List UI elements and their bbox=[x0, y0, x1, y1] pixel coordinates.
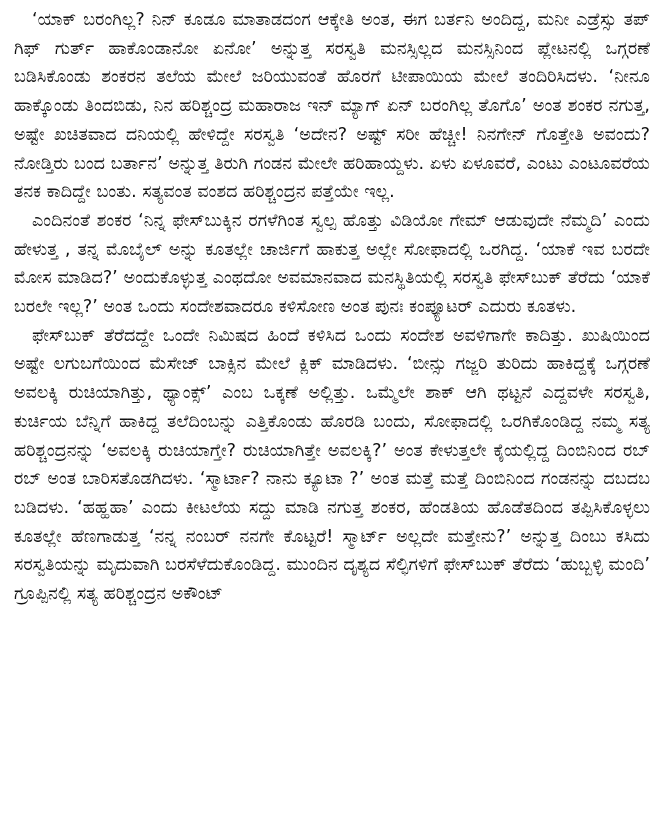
paragraph-1: ‘ಯಾಕ್ ಬರಂಗಿಲ್ಲ? ನಿನ್ ಕೂಡೂ ಮಾತಾಡದಂಗ ಆಕ್ಕೇತಿ ಅಂತ, ಈಗ ಬರ್ತನಿ ಅಂದಿದ್ದ, ಮನೀ ಎಡ್ರೆಸ್ಸು ತಪ್ ಗಿಫ್ ಗುರ್ತ್ ಹಾಕೊಂಡಾನೋ ಏನೋ’ ಅನ್ನುತ್ತ ಸರಸ್ವತಿ ಮನಸ್ಸಿಲ್ಲದ ಮನಸ್ಸಿನಿಂದ ಪ್ಲೇಟನಲ್ಲಿ ಒಗ್ಗರಣೆ ಬಡಿಸಿಕೊಂಡು ಶಂಕರನ ತಲೆಯ ಮೇಲೆ ಜರಿಯುವಂತೆ ಹೊರಗೆ ಟೀಪಾಯಿಯ ಮೇಲೆ ತಂದಿರಿಸಿದಳು. ‘ನೀನೂ ಹಾಕ್ಕೊಂಡು ತಿಂದಬಿಡು, ನಿನ ಹರಿಶ್ಚಂದ್ರ ಮಹಾರಾಜ ಇನ್ ಮ್ಯಾಗ್ ಏನ್ ಬರಂಗಿಲ್ಲ ತೊಗೊ’ ಅಂತ ಶಂಕರ ನಗುತ್ತ, ಅಷ್ಟೇ ಖಚಿತವಾದ ದನಿಯಲ್ಲಿ ಹೇಳಿದ್ದೇ ಸರಸ್ವತಿ ‘ಅದೇನ? ಅಷ್ಟ್ ಸರೀ ಹೆಚ್ಚೀ! ನಿನಗೇನ್ ಗೊತ್ತೇತಿ ಅವಂದು? ನೋಡ್ತಿರು ಬಂದ ಬರ್ತಾನ’ ಅನ್ನುತ್ತ ತಿರುಗಿ ಗಂಡನ ಮೇಲೇ ಹರಿಹಾಯ್ದಳು. ಏಳು ಏಳೂವರೆ, ಎಂಟು ಎಂಟೂವರೆಯ ತನಕ ಕಾದಿದ್ದೇ ಬಂತು. ಸತ್ಯವಂತ ವಂಶದ ಹರಿಶ್ಚಂದ್ರನ ಪತ್ತೆಯೇ ಇಲ್ಲ. bbox=[14, 10, 650, 203]
paragraph-3: ಫೇಸ್‌ಬುಕ್ ತೆರೆದದ್ದೇ ಒಂದೇ ನಿಮಿಷದ ಹಿಂದೆ ಕಳಿಸಿದ ಒಂದು ಸಂದೇಶ ಅವಳಿಗಾಗೇ ಕಾದಿತ್ತು. ಖುಷಿಯಿಂದ ಅಷ್ಟೇ ಲಗುಬಗೆಯಿಂದ ಮೆಸೇಜ್ ಬಾಕ್ಸಿನ ಮೇಲೆ ಕ್ಲಿಕ್ ಮಾಡಿದಳು. ‘ಬೀನ್ಸು ಗಜ್ಜರಿ ತುರಿದು ಹಾಕಿದ್ದಕ್ಕೆ ಒಗ್ಗರಣೆ ಅವಲಕ್ಕಿ ರುಚಿಯಾಗಿತ್ತು, ಥ್ಯಾಂಕ್ಸ್’ ಎಂಬ ಒಕ್ಕಣೆ ಅಲ್ಲಿತ್ತು. ಒಮ್ಮೆಲೇ ಶಾಕ್ ಆಗಿ ಥಟ್ಟನೆ ಎದ್ದವಳೇ ಸರಸ್ವತಿ, ಕುರ್ಚಿಯ ಬೆನ್ನಿಗೆ ಹಾಕಿದ್ದ ತಲೆದಿಂಬನ್ನು ಎತ್ತಿಕೊಂಡು ಹೊರಡಿ ಬಂದು, ಸೋಫಾದಲ್ಲಿ ಒರಗಿಕೊಂಡಿದ್ದ ನಮ್ಮ ಸತ್ಯ ಹರಿಶ್ಚಂದ್ರನನ್ನು ‘ಅವಲಕ್ಕಿ ರುಚಿಯಾಗ್ತೇ? ರುಚಿಯಾಗಿತ್ತೇ ಅವಲಕ್ಕಿ?’ ಅಂತ ಕೇಳುತ್ತಲೇ ಕೈಯಲ್ಲಿದ್ದ ದಿಂಬಿನಿಂದ ರಬ್ ರಬ್ ಅಂತ ಬಾರಿಸತೊಡಗಿದಳು. ‘ಸ್ಮಾರ್ಟಾ? ನಾನು ಕ್ಯೂಟಾ ?’ ಅಂತ ಮತ್ತೆ ಮತ್ತೆ ದಿಂಬಿನಿಂದ ಗಂಡನನ್ನು ದಬದಬ ಬಡಿದಳು. ‘ಹಹ್ಹಹಾ’ ಎಂದು ಕೀಟಲೆಯ ಸದ್ದು ಮಾಡಿ ನಗುತ್ತ ಶಂಕರ, ಹೆಂಡತಿಯ ಹೊಡೆತದಿಂದ ತಪ್ಪಿಸಿಕೊಳ್ಳಲು ಕೂತಲ್ಲೇ ಹೆಣಗಾಡುತ್ತ ‘ನನ್ನ ನಂಬರ್ ನನಗೇ ಕೊಟ್ಟರೆ! ಸ್ಮಾರ್ಟ್ ಅಲ್ಲದೇ ಮತ್ತೇನು?’ ಅನ್ನುತ್ತ ದಿಂಬು ಕಸಿದು ಸರಸ್ವತಿಯನ್ನು ಮೃದುವಾಗಿ ಬರಸೆಳೆದುಕೊಂಡಿದ್ದ. ಮುಂದಿನ ದೃಶ್ಯದ ಸೆಲ್ಫಿಗಳಿಗೆ ಫೇಸ್‌ಬುಕ್ ತೆರೆದು ‘ಹುಬ್ಬಳ್ಳಿ ಮಂದಿ’ ಗ್ರೂಪ್ಪಿನಲ್ಲಿ ಸತ್ಯ ಹರಿಶ್ಚಂದ್ರನ ಅಕೌಂಟ್ bbox=[14, 325, 650, 605]
paragraph-2: ಎಂದಿನಂತೆ ಶಂಕರ ‘ನಿನ್ನ ಫೇಸ್‌ಬುಕ್ಕಿನ ರಗಳೆಗಿಂತ ಸ್ವಲ್ಪ ಹೊತ್ತು ವಿಡಿಯೋ ಗೇಮ್ ಆಡುವುದೇ ನೆಮ್ಮದಿ’ ಎಂದು ಹೇಳುತ್ತ , ತನ್ನ ಮೊಬೈಲ್ ಅನ್ನು ಕೂತಲ್ಲೇ ಚಾರ್ಜಿಗೆ ಹಾಕುತ್ತ ಅಲ್ಲೇ ಸೋಫಾದಲ್ಲಿ ಒರಗಿದ್ದ. ‘ಯಾಕೆ ಇವ ಬರದೇ ಮೋಸ ಮಾಡಿದ?’ ಅಂದುಕೊಳ್ಳುತ್ತ ಎಂಥದೋ ಅವಮಾನವಾದ ಮನಸ್ಥಿತಿಯಲ್ಲಿ ಸರಸ್ವತಿ ಫೇಸ್‌ಬುಕ್ ತೆರೆದು ‘ಯಾಕೆ ಬರಲೇ ಇಲ್ಲ?’ ಅಂತ ಒಂದು ಸಂದೇಶವಾದರೂ ಕಳಿಸೋಣ ಅಂತ ಪುನಃ ಕಂಪ್ಯೂಟರ್ ಎದುರು ಕೂತಳು. bbox=[14, 210, 650, 318]
